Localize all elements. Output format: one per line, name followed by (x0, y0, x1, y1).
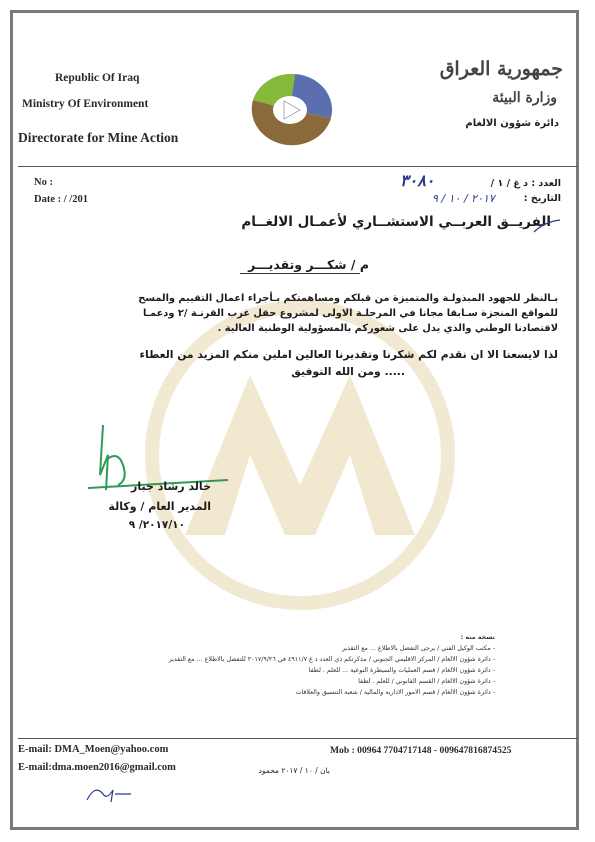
copies-item: - دائرة شؤون الالغام / قسم الامور الادارية والمالية / شعبة التنسيق والعلاقات (295, 689, 495, 696)
letter-subject: م / شكـــر وتقديـــر (248, 257, 369, 272)
ref-date-label: Date : / /201 (34, 194, 88, 205)
ref-no-label: No : (34, 177, 53, 188)
header-ar-country: جمهورية العراق (439, 58, 563, 80)
footer-email-1: E-mail: DMA_Moen@yahoo.com (18, 744, 169, 755)
subject-underline (240, 273, 360, 274)
ref-ar-number-handwritten: ٣٠٨٠ (400, 171, 435, 190)
copies-item: - مكتب الوكيل الفني / يرجى التفضل بالاطلاع ... مع التقدير (341, 645, 495, 652)
footer-divider (18, 738, 578, 739)
pen-stroke-mark (532, 218, 562, 234)
signature-title: المدير العام / وكالة (108, 500, 211, 513)
footer-typist: بان / ١٠ / ٢٠١٧ محمود (258, 766, 330, 775)
ministry-logo (245, 70, 335, 150)
header-divider (18, 166, 578, 167)
closing-line-2: ..... ومن الله التوفيق (291, 365, 405, 378)
letter-addressee: الفريــق العربــي الاستشــاري لأعمـال الالغــام (241, 214, 551, 230)
footer-email-2: E-mail:dma.moen2016@gmail.com (18, 762, 176, 773)
ref-ar-date-handwritten: ٢٠١٧ / ١٠ / ٩ (432, 192, 495, 205)
ref-ar-number-label: العدد : د غ / ١ / (490, 178, 561, 189)
copies-item: - دائرة شؤون الالغام / قسم العمليات والسيطرة النوعية ... للعلم . لطفا (308, 667, 495, 674)
footer-mobile: Mob : 00964 7704717148 - 009647816874525 (330, 745, 512, 756)
signature-name: خالد رشاد جبار (130, 480, 211, 493)
header-en-directorate: Directorate for Mine Action (18, 130, 179, 145)
initials-scribble (85, 782, 135, 804)
closing-line-1: لذا لايسعنا الا ان نقدم لكم شكرنا وتقديرنا العالين املين منكم المزيد من العطاء (139, 348, 558, 361)
body-line-1: بـالنظر للجهود المبذولـة والمتميزة من قبلكم ومساهمتكم بـأجراء اعمال التقييم والمسح (138, 293, 558, 304)
signature-date: ٢٠١٧/١٠/ ٩ (128, 519, 185, 531)
header-en-ministry: Ministry Of Environment (22, 98, 149, 110)
header-ar-directorate: دائرة شؤون الالغام (465, 118, 559, 129)
copies-heading: نسخة منه : (460, 634, 495, 641)
copies-item: - دائرة شؤون الالغام / المركز الاقليمي الجنوبي / مذكرتكم ذي العدد د غ ٤٩١١/٧ في ٢٠١٧/٩/٢٦ للتفضل بالاطلاع ... مع التقدير (168, 656, 495, 663)
header-ar-ministry: وزارة البيئة (492, 90, 557, 106)
header-en-country: Republic Of Iraq (55, 72, 140, 84)
copies-item: - دائرة شؤون الالغام / القسم القانوني / للعلم . لطفا (358, 678, 495, 685)
body-line-2: للمواقع المنجزة سـابقا مجانا في المرحلـة الاولى لمشروع حقل غرب القرنـة /٢ ودعمـا (143, 308, 558, 319)
body-line-3: لاقتصادنا الوطني والذي يدل على شعوركم بالمسؤولية الوطنية العالية . (217, 323, 558, 334)
ref-ar-date-label: التاريخ : (523, 193, 561, 204)
